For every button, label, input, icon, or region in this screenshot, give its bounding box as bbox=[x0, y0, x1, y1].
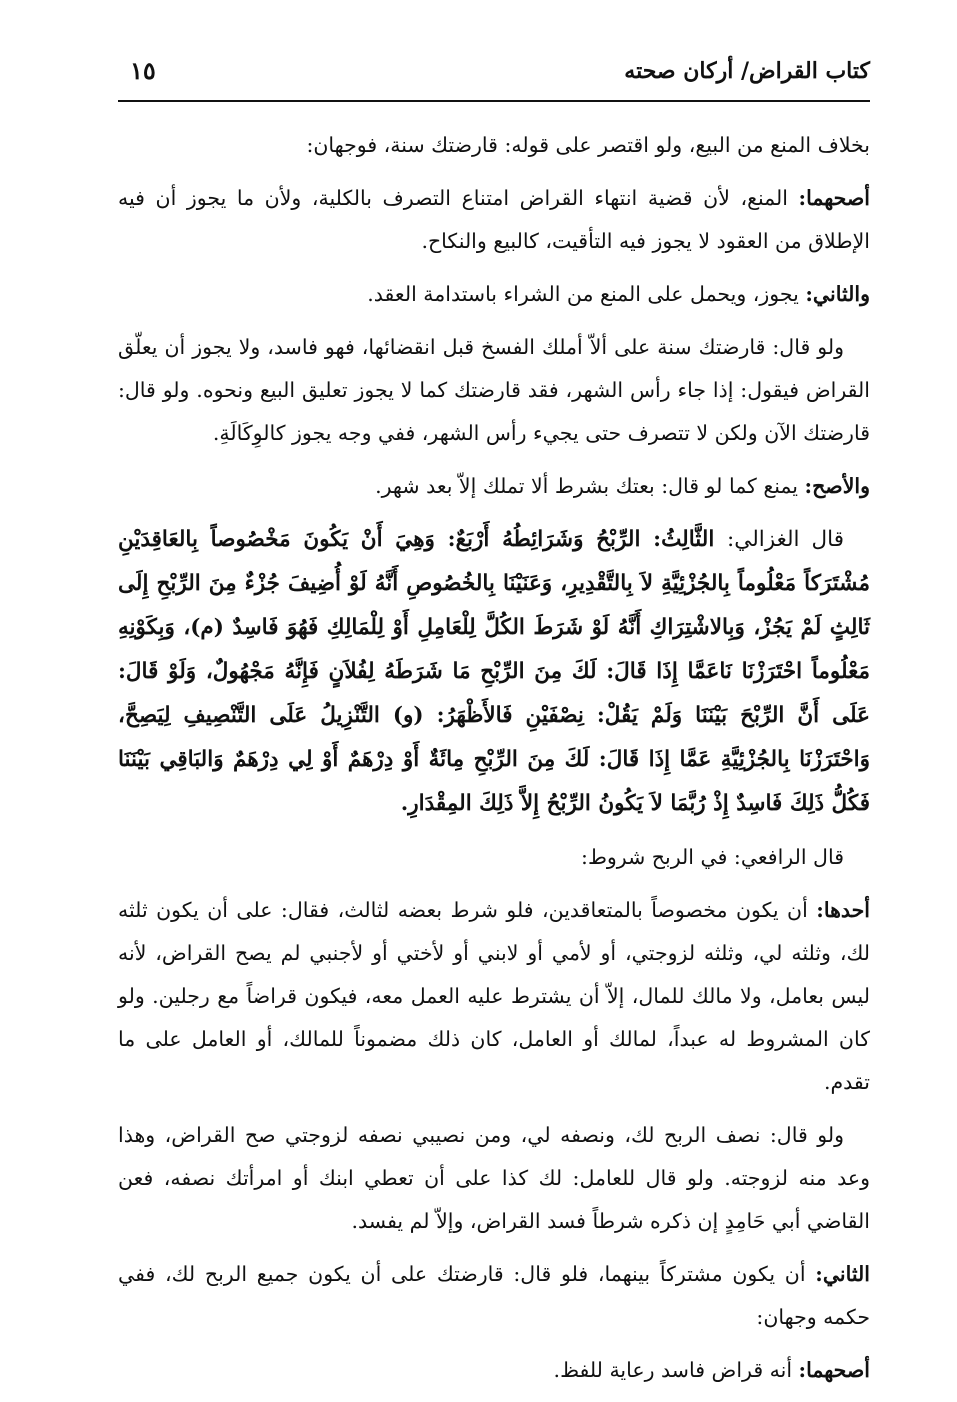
paragraph-text: بخلاف المنع من البيع، ولو اقتصر على قوله: قارضتك سنة، فوجهان: bbox=[306, 133, 870, 157]
paragraph-9 bbox=[118, 1114, 870, 1243]
paragraph-4 bbox=[118, 326, 870, 455]
paragraph-10 bbox=[118, 1253, 870, 1339]
paragraph-11 bbox=[118, 1349, 870, 1392]
paragraph-lead: والثاني: bbox=[805, 282, 870, 306]
running-title: كتاب القراض/ أركان صحته bbox=[624, 58, 870, 84]
paragraph-lead: والأصح: bbox=[804, 474, 870, 498]
paragraph-lead: قال الغزالي: bbox=[727, 527, 844, 552]
paragraph-text: الثَّالِثُ: الرِّبْحُ وَشَرَائِطُهُ أَرْبَعٌ: وَهِيَ أَنْ يَكُونَ مَخْصُوصاً بِالعَاقِدَيْنِ مُشْتَرَكاً مَعْلُوماً بِالجُزْئِيَّةِ لاَ بِالتَّقْدِيرِ، وَعَنَيْنَا بِالخُصُوصِ أَنَّهُ لَوْ أُضِيفَ جُزْءٌ مِنَ الرِّبْحِ إِلَى ثَالِثٍ لَمْ يَجُزْ، وَبِالاشْتِرَاكِ أَنَّهُ لَوْ شَرَطَ الكُلَّ لِلْعَامِلِ أَوْ لِلْمَالِكِ فَهُوَ فَاسِدٌ (م)، وَبِكَوْنِهِ مَعْلُوماً احْتَرَزْنَا نَاعَمَّا إِذَا قَالَ: لَكَ مِنَ الرِّبْحِ مَا شَرَطَهُ لِفُلاَنٍ فَإِنَّهُ مَجْهُولٌ، وَلَوْ قَالَ: عَلَى أَنَّ الرِّبْحَ بَيْنَنَا وَلَمْ يَقُلْ: نِصْفَيْنِ فَالأَظْهَرُ: (و) التَّنْزِيلُ عَلَى التَّنْصِيفِ لِيَصِحَّ، وَاحْتَرَزْنَا بِالجُزْئِيَّةِ عَمَّا إِذَا قَالَ: لَكَ مِنَ الرِّبْحِ مِائَةٌ أَوْ دِرْهَمٌ أَوْ لِي دِرْهَمٌ وَالبَاقِي بَيْنَنَا فَكُلُّ ذَلِكَ فَاسِدٌ إِذْ رُبَّمَا لاَ يَكُونُ الرِّبْحُ إِلاَّ ذَلِكَ المِقْدَارِ. bbox=[118, 527, 870, 816]
paragraph-lead: أصحهما: bbox=[798, 1358, 870, 1382]
paragraph-text: قال الرافعي: في الربح شروط: bbox=[581, 845, 844, 869]
paragraph-text: أن يكون مشتركاً بينهما، فلو قال: قارضتك على أن يكون جميع الربح لك، ففي حكمه وجهان: bbox=[118, 1262, 870, 1329]
book-page bbox=[118, 48, 870, 1402]
paragraph-7 bbox=[118, 836, 870, 879]
page-number: ١٥ bbox=[130, 56, 156, 85]
paragraph-1 bbox=[118, 124, 870, 167]
paragraph-text: ولو قال: نصف الربح لك، ونصفه لي، ومن نصيبي نصفه لزوجتي صح القراض، وهذا وعد منه لزوجته. ولو قال للعامل: لك كذا على أن تعطي ابنك أو امرأتك نصفه، فعن القاضي أبي حَامِدٍ إن ذكره شرطاً فسد القراض، وإلاّ لم يفسد. bbox=[118, 1123, 870, 1233]
paragraph-text: يجوز، ويحمل على المنع من الشراء باستدامة العقد. bbox=[367, 282, 806, 306]
paragraph-lead: الثاني: bbox=[815, 1262, 870, 1286]
paragraph-5 bbox=[118, 465, 870, 508]
paragraph-lead: أحدها: bbox=[816, 898, 871, 922]
paragraph-6 bbox=[118, 518, 870, 826]
paragraph-8 bbox=[118, 889, 870, 1104]
paragraph-text: أن يكون مخصوصاً بالمتعاقدين، فلو شرط بعضه لثالث، فقال: على أن يكون ثلثه لك، وثلثه لي، وثلثه لزوجتي، أو لأمي أو لابني أو لأختي أو لأجنبي لم يصح القراض، لأنه ليس بعامل، ولا مالك للمال، إلاّ أن يشترط عليه العمل معه، فيكون قراضاً مع رجلين. ولو كان المشروط له عبداً، لمالك أو العامل، كان ذلك مضموناً للمالك، أو العامل على ما تقدم. bbox=[118, 898, 870, 1094]
paragraph-text: المنع، لأن قضية انتهاء القراض امتناع التصرف بالكلية، ولأن ما يجوز أن فيه الإطلاق من العقود لا يجوز فيه التأقيت، كالبيع والنكاح. bbox=[118, 186, 870, 253]
page-header bbox=[118, 48, 870, 102]
paragraph-lead: أصحهما: bbox=[798, 186, 870, 210]
paragraph-3 bbox=[118, 273, 870, 316]
paragraph-text: يمنع كما لو قال: بعتك بشرط ألا تملك إلاّ بعد شهر. bbox=[375, 474, 805, 498]
paragraph-text: ولو قال: قارضتك سنة على ألاّ أملك الفسخ قبل انقضائها، فهو فاسد، ولا يجوز أن يعلّق القراض فيقول: إذا جاء رأس الشهر، فقد قارضتك كما لا يجوز تعليق البيع ونحوه. ولو قال: قارضتك الآن ولكن لا تتصرف حتى يجيء رأس الشهر، ففي وجه يجوز كالوِكَالَةِ. bbox=[118, 335, 870, 445]
paragraph-2 bbox=[118, 177, 870, 263]
body-text bbox=[118, 124, 870, 1392]
paragraph-text: أنه قراض فاسد رعاية للفظ. bbox=[553, 1358, 799, 1382]
